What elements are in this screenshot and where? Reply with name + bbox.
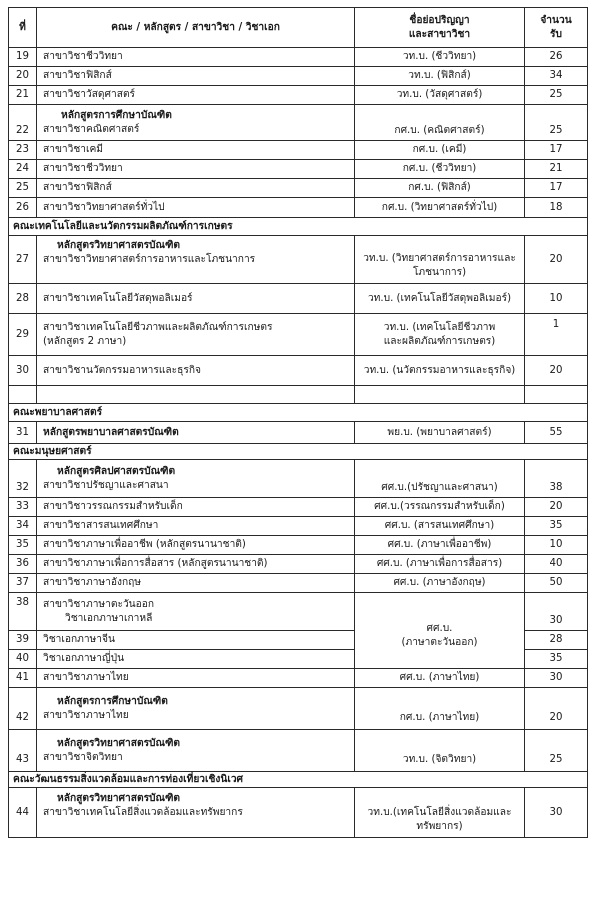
row-no: 19 [9,48,37,67]
row-count: 20 [525,236,588,284]
faculty-title: คณะพยาบาลศาสตร์ [9,404,588,422]
row-major: สาขาวิชาวิทยาศาสตร์ทั่วไป [37,198,355,218]
row-degree: พย.บ. (พยาบาลศาสตร์) [355,422,525,444]
row-degree: ศศ.บ. (ภาษาเพื่ออาชีพ) [355,536,525,555]
row-degree: ศศ.บ. (ภาษาอังกฤษ) [355,574,525,593]
row-count: 34 [525,67,588,86]
row-no: 40 [9,650,37,669]
row-degree [355,788,525,838]
table-row [9,788,588,838]
row-major: สาขาวิชาภาษาเพื่อการสื่อสาร (หลักสูตรนานาชาติ) [37,555,355,574]
row-major: สาขาวิชาฟิสิกส์ [37,67,355,86]
row-no: 26 [9,198,37,218]
row-no: 22 [9,105,37,141]
row-major: สาขาวิชาวิทยาศาสตร์การอาหารและโภชนาการ [43,253,256,265]
row-count: 20 [525,688,588,730]
table-row [9,86,588,105]
row-count: 1 [525,314,588,356]
curriculum-title: หลักสูตรวิทยาศาสตรบัณฑิต [57,737,181,749]
header-degree-line2: และสาขาวิชา [408,28,471,40]
row-program [37,788,355,838]
row-degree-line2: (ภาษาตะวันออก) [401,636,478,648]
row-no: 31 [9,422,37,444]
row-major: สาขาวิชาภาษาไทย [43,709,129,721]
table-row [9,669,588,688]
row-major: สาขาวิชาฟิสิกส์ [37,179,355,198]
row-no: 44 [9,788,37,838]
row-major: สาขาวิชาภาษาไทย [37,669,355,688]
row-no: 25 [9,179,37,198]
row-count: 10 [525,536,588,555]
row-degree: ศศ.บ. (ภาษาเพื่อการสื่อสาร) [355,555,525,574]
row-major: สาขาวิชาภาษาตะวันออก [43,598,155,610]
table-row [9,356,588,386]
row-degree-line1: วท.บ. (เทคโนโลยีชีวภาพ [383,321,496,333]
faculty-row [9,772,588,788]
row-count: 25 [525,105,588,141]
table-row [9,105,588,141]
row-major: สาขาวิชาจิตวิทยา [43,751,123,763]
row-count: 30 [525,788,588,838]
row-degree: กศ.บ. (ภาษาไทย) [355,688,525,730]
row-major: สาขาวิชาวัสดุศาสตร์ [37,86,355,105]
faculty-title: คณะมนุษยศาสตร์ [9,444,588,460]
table-row [9,179,588,198]
row-program [37,460,355,498]
row-degree: กศ.บ. (คณิตศาสตร์) [355,105,525,141]
row-degree: ศศ.บ.(วรรณกรรมสำหรับเด็ก) [355,498,525,517]
row-minor: วิชาเอกภาษาญี่ปุ่น [37,650,355,669]
row-no: 39 [9,631,37,650]
table-row [9,160,588,179]
row-no: 29 [9,314,37,356]
row-program [37,593,355,631]
header-program: คณะ / หลักสูตร / สาขาวิชา / วิชาเอก [37,8,355,48]
row-major: สาขาวิชาสารสนเทศศึกษา [37,517,355,536]
row-no: 20 [9,67,37,86]
row-count: 21 [525,160,588,179]
row-no: 35 [9,536,37,555]
row-degree: วท.บ. (จิตวิทยา) [355,730,525,772]
row-degree-line2: โภชนาการ) [412,267,467,278]
row-count: 40 [525,555,588,574]
header-no: ที่ [9,8,37,48]
row-major: สาขาวิชาเทคโนโลยีวัสดุพอลิเมอร์ [37,284,355,314]
curriculum-title: หลักสูตรวิทยาศาสตรบัณฑิต [57,239,181,251]
row-degree: วท.บ. (ฟิสิกส์) [355,67,525,86]
table-row [9,536,588,555]
row-program [37,730,355,772]
row-count: 30 [525,593,588,631]
row-degree: กศ.บ. (ชีววิทยา) [355,160,525,179]
row-major: สาขาวิชานวัตกรรมอาหารและธุรกิจ [37,356,355,386]
header-row [9,8,588,48]
faculty-title: คณะวัฒนธรรมสิ่งแวดล้อมและการท่องเที่ยวเชิงนิเวศ [9,772,588,788]
header-count-line1: จำนวน [540,14,572,26]
row-major: สาขาวิชาเทคโนโลยีชีวภาพและผลิตภัณฑ์การเกษตร [43,321,273,333]
row-major: สาขาวิชาชีววิทยา [37,48,355,67]
spacer-row [9,386,588,404]
row-count: 25 [525,86,588,105]
row-degree-line2: ทรัพยากร) [416,821,463,832]
row-count: 50 [525,574,588,593]
row-degree: วท.บ. (นวัตกรรมอาหารและธุรกิจ) [355,356,525,386]
row-count: 30 [525,669,588,688]
row-count: 55 [525,422,588,444]
row-no: 30 [9,356,37,386]
table-row [9,555,588,574]
header-count-line2: รับ [550,28,562,40]
row-degree: กศ.บ. (เคมี) [355,141,525,160]
row-major: สาขาวิชาวรรณกรรมสำหรับเด็ก [37,498,355,517]
row-no: 23 [9,141,37,160]
faculty-row [9,218,588,236]
row-major: สาขาวิชาเทคโนโลยีสิ่งแวดล้อมและทรัพยากร [43,806,243,818]
faculty-row [9,404,588,422]
row-major: สาขาวิชาปรัชญาและศาสนา [43,479,169,491]
row-count: 18 [525,198,588,218]
row-degree [355,314,525,356]
row-degree: ศศ.บ.(ปรัชญาและศาสนา) [355,460,525,498]
row-no: 32 [9,460,37,498]
table-row [9,730,588,772]
row-degree-line2: และผลิตภัณฑ์การเกษตร) [383,335,496,347]
curriculum-title: หลักสูตรการศึกษาบัณฑิต [57,695,168,707]
row-no: 34 [9,517,37,536]
table-row [9,460,588,498]
table-row [9,67,588,86]
row-no: 41 [9,669,37,688]
table-row [9,236,588,284]
row-count: 17 [525,179,588,198]
row-minor: วิชาเอกภาษาจีน [37,631,355,650]
table-row [9,141,588,160]
row-degree: กศ.บ. (วิทยาศาสตร์ทั่วไป) [355,198,525,218]
row-degree: วท.บ. (เทคโนโลยีวัสดุพอลิเมอร์) [355,284,525,314]
table-row [9,314,588,356]
row-major: สาขาวิชาชีววิทยา [37,160,355,179]
row-no: 42 [9,688,37,730]
row-degree: วท.บ. (ชีววิทยา) [355,48,525,67]
row-degree: ศศ.บ. (ภาษาไทย) [355,669,525,688]
row-degree [355,593,525,669]
row-degree-line1: ศศ.บ. [426,622,453,634]
table-row [9,284,588,314]
table-row [9,593,588,631]
row-count: 35 [525,517,588,536]
row-degree-line1: วท.บ. (วิทยาศาสตร์การอาหารและ [363,253,516,264]
row-major: สาขาวิชาเคมี [37,141,355,160]
row-degree: วท.บ. (วัสดุศาสตร์) [355,86,525,105]
row-degree-line1: วท.บ.(เทคโนโลยีสิ่งแวดล้อมและ [367,807,512,818]
row-no: 24 [9,160,37,179]
row-no: 33 [9,498,37,517]
row-count: 17 [525,141,588,160]
row-major-note: (หลักสูตร 2 ภาษา) [43,335,127,347]
curriculum-title: หลักสูตรพยาบาลศาสตรบัณฑิต [37,422,355,444]
row-no: 36 [9,555,37,574]
row-program [37,236,355,284]
row-count: 28 [525,631,588,650]
row-count: 10 [525,284,588,314]
table-row [9,574,588,593]
table-row [9,48,588,67]
faculty-row [9,444,588,460]
row-program [37,105,355,141]
table-row [9,498,588,517]
row-count: 38 [525,460,588,498]
row-degree: ศศ.บ. (สารสนเทศศึกษา) [355,517,525,536]
curriculum-title: หลักสูตรศิลปศาสตรบัณฑิต [57,465,176,477]
table-row [9,198,588,218]
admission-table [8,7,588,838]
curriculum-title: หลักสูตรการศึกษาบัณฑิต [61,109,172,121]
header-degree-line1: ชื่อย่อปริญญา [409,14,470,26]
row-no: 27 [9,236,37,284]
row-no: 37 [9,574,37,593]
row-count: 35 [525,650,588,669]
header-degree [355,8,525,48]
row-count: 20 [525,498,588,517]
table-row [9,688,588,730]
row-major: สาขาวิชาภาษาอังกฤษ [37,574,355,593]
table-row [9,422,588,444]
row-major: สาขาวิชาภาษาเพื่ออาชีพ (หลักสูตรนานาชาติ) [37,536,355,555]
header-count [525,8,588,48]
faculty-title: คณะเทคโนโลยีและนวัตกรรมผลิตภัณฑ์การเกษตร [9,218,588,236]
row-count: 25 [525,730,588,772]
row-program [37,314,355,356]
row-no: 28 [9,284,37,314]
row-no: 43 [9,730,37,772]
row-minor: วิชาเอกภาษาเกาหลี [65,612,153,624]
table-row [9,517,588,536]
row-count: 26 [525,48,588,67]
row-no: 21 [9,86,37,105]
row-degree: กศ.บ. (ฟิสิกส์) [355,179,525,198]
row-major: สาขาวิชาคณิตศาสตร์ [43,123,140,135]
row-no: 38 [9,593,37,631]
row-program [37,688,355,730]
row-degree [355,236,525,284]
curriculum-title: หลักสูตรวิทยาศาสตรบัณฑิต [57,792,181,804]
row-count: 20 [525,356,588,386]
